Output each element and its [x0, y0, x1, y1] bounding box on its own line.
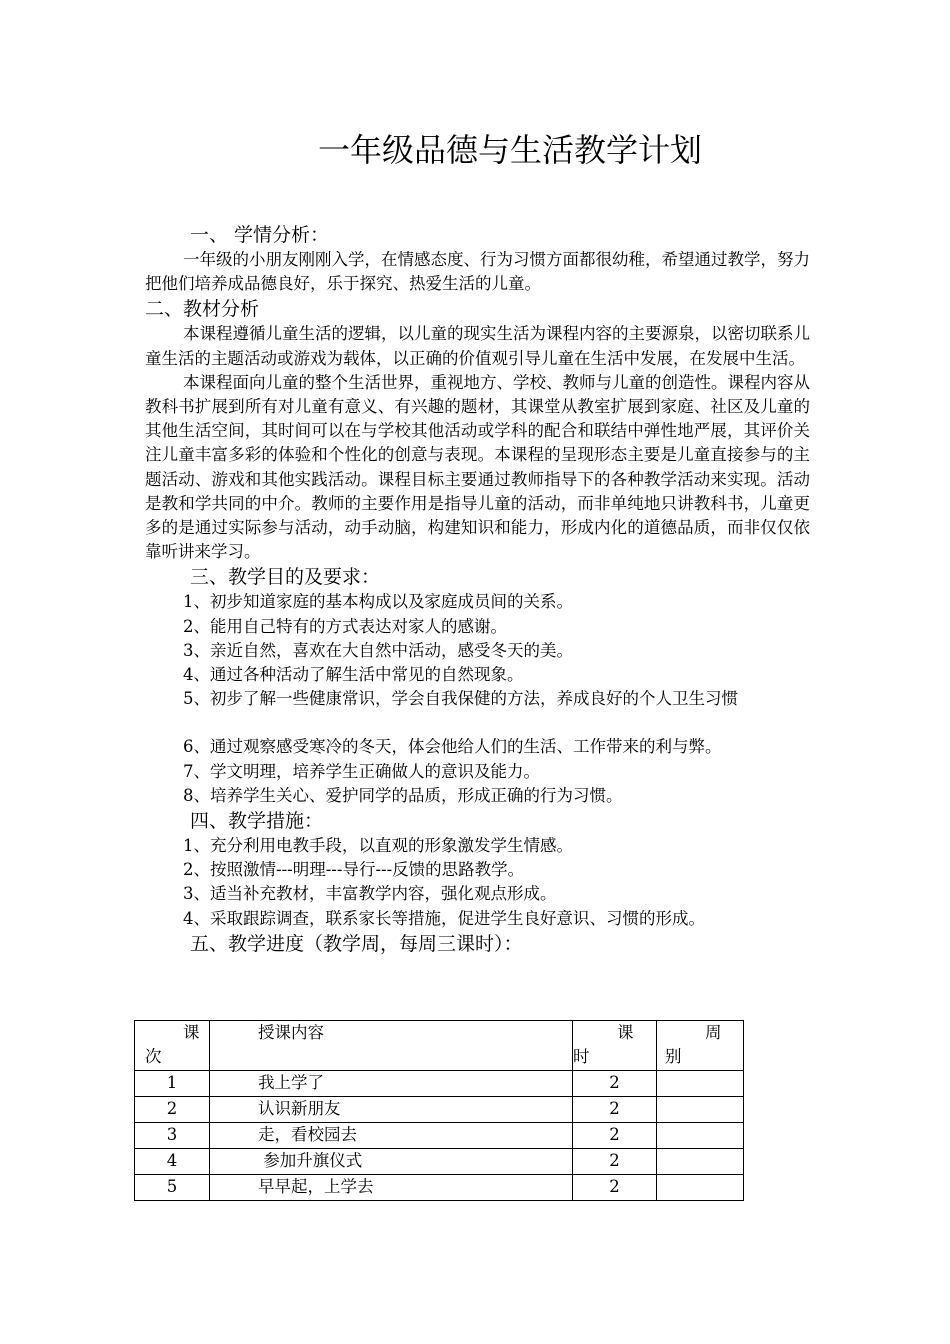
cell-lesson-no: 4 — [135, 1149, 210, 1175]
goal-item: 5、初步了解一些健康常识，学会自我保健的方法，养成良好的个人卫生习惯 — [183, 689, 738, 709]
goal-item: 6、通过观察感受寒冷的冬天，体会他给人们的生活、工作带来的利与弊。 — [183, 737, 722, 757]
table-row — [135, 1123, 744, 1149]
cell-week — [657, 1123, 744, 1149]
goal-item: 8、培养学生关心、爱护同学的品质，形成正确的行为习惯。 — [183, 785, 623, 805]
cell-hours: 2 — [573, 1071, 657, 1097]
cell-lesson-no: 5 — [135, 1175, 210, 1201]
table-header-row — [135, 1021, 744, 1071]
cell-lesson-no: 3 — [135, 1123, 210, 1149]
cell-week — [657, 1097, 744, 1123]
measure-item: 2、按照激情---明理---导行---反馈的思路教学。 — [183, 860, 525, 880]
section-2-heading: 二、教材分析 — [145, 298, 260, 321]
cell-lesson-no: 2 — [135, 1097, 210, 1123]
header-hours — [573, 1021, 657, 1071]
section-1-heading: 一、 学情分析： — [190, 224, 330, 246]
table-row — [135, 1149, 744, 1175]
blank-line — [145, 711, 810, 735]
header-week-line1: 周 — [705, 1023, 722, 1042]
measure-item: 1、充分利用电教手段，以直观的形象激发学生情感。 — [183, 836, 573, 856]
header-content: 授课内容 — [210, 1021, 573, 1071]
goal-item: 3、亲近自然，喜欢在大自然中活动，感受冬天的美。 — [183, 640, 573, 660]
document-title: 一年级品德与生活教学计划 — [317, 131, 702, 169]
cell-content: 认识新朋友 — [210, 1097, 573, 1123]
cell-content: 参加升旗仪式 — [210, 1149, 573, 1175]
header-hours-line1: 课 — [617, 1023, 634, 1042]
section-2-paragraph-1: 本课程遵循儿童生活的逻辑，以儿童的现实生活为课程内容的主要源泉，以密切联系儿童生活的主题活动或游戏为载体，以正确的价值观引导儿童在生活中发展，在发展中生活。 — [145, 324, 810, 368]
goal-item: 1、初步知道家庭的基本构成以及家庭成员间的关系。 — [183, 592, 573, 612]
cell-week — [657, 1071, 744, 1097]
header-week-line2: 别 — [665, 1047, 682, 1066]
header-week — [657, 1021, 744, 1071]
section-4-heading: 四、教学措施： — [190, 810, 324, 833]
table-row — [135, 1071, 744, 1097]
cell-week — [657, 1149, 744, 1175]
table-row — [135, 1175, 744, 1201]
section-2-paragraph-2: 本课程面向儿童的整个生活世界，重视地方、学校、教师与儿童的创造性。课程内容从教科书扩展到所有对儿童有意义、有兴趣的题材，其课堂从教室扩展到家庭、社区及儿童的其他生活空间，其时间可以在与学校其他活动或学科的配合和联结中弹性地严展，其评价关注儿童丰富多彩的体验和个性化的创意与表现。本课程的呈现形态主要是儿童直接参与的主题活动、游戏和其他实践活动。课程目标主要通过教师指导下的各种教学活动来实现。活动是教和学共同的中介。教师的主要作用是指导儿童的活动，而非单纯地只讲教科书，儿童更多的是通过实际参与活动，动手动脑，构建知识和能力，形成内化的道德品质，而非仅仅依靠听讲来学习。 — [145, 372, 810, 562]
goal-item: 2、能用自己特有的方式表达对家人的感谢。 — [183, 616, 507, 636]
goal-item: 4、通过各种活动了解生活中常见的自然现象。 — [183, 665, 524, 685]
measure-item: 3、适当补充教材，丰富教学内容，强化观点形成。 — [183, 884, 557, 904]
cell-hours: 2 — [573, 1149, 657, 1175]
measure-item: 4、采取跟踪调查，联系家长等措施，促进学生良好意识、习惯的形成。 — [183, 908, 705, 928]
cell-content: 早早起，上学去 — [210, 1175, 573, 1201]
cell-content: 我上学了 — [210, 1071, 573, 1097]
header-lesson-no-line1: 课 — [183, 1023, 200, 1042]
header-lesson-no — [135, 1021, 210, 1071]
goal-item: 7、学文明理，培养学生正确做人的意识及能力。 — [183, 761, 540, 781]
cell-week — [657, 1175, 744, 1201]
table-row — [135, 1097, 744, 1123]
cell-hours: 2 — [573, 1175, 657, 1201]
section-5-heading: 五、教学进度（教学周，每周三课时）： — [190, 932, 523, 955]
header-lesson-no-line2: 次 — [145, 1047, 162, 1066]
header-hours-line2: 时 — [573, 1047, 590, 1066]
cell-hours: 2 — [573, 1123, 657, 1149]
section-1-paragraph: 一年级的小朋友刚刚入学，在情感态度、行为习惯方面都很幼稚，希望通过教学，努力把他们培养成品德良好，乐于探究、热爱生活的儿童。 — [145, 250, 810, 294]
cell-lesson-no: 1 — [135, 1071, 210, 1097]
section-3-heading: 三、教学目的及要求： — [190, 566, 381, 589]
document-body — [145, 222, 810, 957]
cell-hours: 2 — [573, 1097, 657, 1123]
schedule-table — [134, 1020, 744, 1201]
cell-content: 走，看校园去 — [210, 1123, 573, 1149]
